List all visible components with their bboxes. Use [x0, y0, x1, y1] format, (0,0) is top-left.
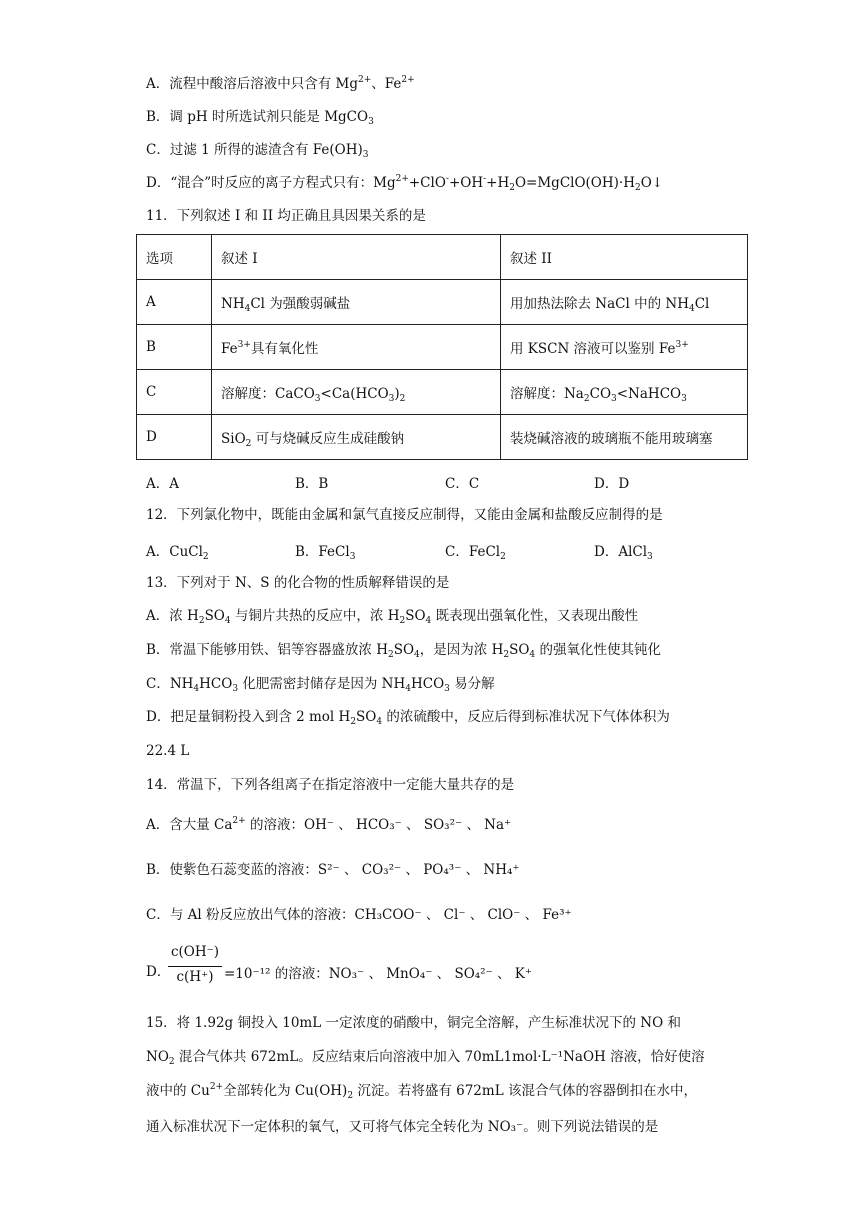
q10-option-a: A．流程中酸溶后溶液中只含有 $Mg^{2+}$、$Fe^{2+}$ — [146, 75, 415, 92]
table-cell-statement-2: 用加热法除去 NaCl 中的 $NH_4Cl$ — [501, 280, 748, 325]
q12-option-a: A．CuCl$_2$ — [146, 544, 209, 562]
q14-option-b: B．使紫色石蕊变蓝的溶液：S²⁻ 、 CO₃²⁻ 、 PO₄³⁻ 、 NH₄⁺ — [146, 862, 520, 878]
q14-fraction — [168, 944, 222, 989]
q15-line-2: $NO_2$ 混合气体共 672mL。反应结束后向溶液中加入 70mL1mol·L⁻¹NaOH 溶液，恰好使溶 — [146, 1049, 705, 1067]
q14-option-d: =10⁻¹² 的溶液：NO₃⁻ 、 MnO₄⁻ 、 SO₄²⁻ 、 K⁺ — [224, 966, 532, 982]
q12-option-c: C．FeCl$_2$ — [445, 544, 506, 562]
q15-line-4: 通入标准状况下一定体积的氧气，又可将气体完全转化为 NO₃⁻。则下列说法错误的是 — [146, 1119, 659, 1135]
table-cell-statement-1: SiO$_2$ 可与烧碱反应生成硅酸钠 — [212, 415, 501, 460]
q10-option-d: D．“混合”时反应的离子方程式只有：$Mg^{2+}+ClO^-+OH^-+H_2O=MgClO(OH)\cdot H_2O↓$ — [146, 174, 664, 193]
table-cell-statement-1: $NH_4Cl$ 为强酸弱碱盐 — [212, 280, 501, 325]
q13-option-b: B．常温下能够用铁、铝等容器盛放浓 $H_2SO_4$，是因为浓 $H_2SO_4$ 的强氧化性使其钝化 — [146, 642, 661, 660]
table-cell-statement-2: 用 KSCN 溶液可以鉴别 $Fe^{3+}$ — [501, 325, 748, 370]
fraction-bar — [168, 966, 222, 967]
table-header-cell: 选项 — [137, 235, 212, 280]
table-cell-option: B — [137, 325, 212, 370]
q10-option-b: B．调 pH 时所选试剂只能是 MgCO$_3$ — [146, 109, 374, 127]
q11-option-b: B．B — [295, 476, 329, 492]
q15-line-3: 液中的 $Cu^{2+}$全部转化为 $Cu(OH)_2$ 沉淀。若将盛有 672mL 该混合气体的容器倒扣在水中， — [146, 1082, 697, 1101]
q12-option-b: B．FeCl$_3$ — [295, 544, 356, 562]
table-header-cell: 叙述 II — [501, 235, 748, 280]
q14-stem: 14．常温下，下列各组离子在指定溶液中一定能大量共存的是 — [146, 777, 515, 793]
q14-option-c: C．与 Al 粉反应放出气体的溶液：CH₃COO⁻ 、 Cl⁻ 、 ClO⁻ 、 Fe³⁺ — [146, 907, 572, 923]
q15-line-1: 15．将 1.92g 铜投入 10mL 一定浓度的硝酸中，铜完全溶解，产生标准状况下的 NO 和 — [146, 1015, 681, 1031]
table-row — [137, 325, 748, 370]
table-row — [137, 415, 748, 460]
table-cell-statement-2: 溶解度：$Na_2CO_3<NaHCO_3$ — [501, 370, 748, 415]
q13-option-d: D．把足量铜粉投入到含 2 mol $H_2SO_4$ 的浓硫酸中，反应后得到标准状况下气体体积为 — [146, 709, 670, 727]
table-row — [137, 280, 748, 325]
q14-option-d-label: D． — [146, 964, 171, 980]
q11-option-d: D．D — [594, 476, 630, 492]
table-cell-option: A — [137, 280, 212, 325]
q11-table — [136, 234, 748, 460]
table-cell-option: C — [137, 370, 212, 415]
q13-option-c: C．$NH_4HCO_3$ 化肥需密封储存是因为 $NH_4HCO_3$ 易分解 — [146, 676, 495, 694]
q14-option-a: A．含大量 $Ca^{2+}$ 的溶液：OH⁻ 、 HCO₃⁻ 、 SO₃²⁻ 、 Na⁺ — [146, 816, 512, 833]
table-cell-option: D — [137, 415, 212, 460]
q10-option-c: C．过滤 1 所得的滤渣含有 $Fe(OH)_3$ — [146, 142, 369, 160]
table-cell-statement-2: 装烧碱溶液的玻璃瓶不能用玻璃塞 — [501, 415, 748, 460]
q13-option-d-cont: 22.4 L — [146, 743, 190, 759]
table-header-row — [137, 235, 748, 280]
q12-option-d: D．AlCl$_3$ — [594, 544, 653, 562]
fraction-denominator: c(H⁺) — [176, 969, 214, 985]
table-cell-statement-1: $Fe^{3+}$具有氧化性 — [212, 325, 501, 370]
fraction-numerator: c(OH⁻) — [170, 944, 220, 960]
q11-option-a: A．A — [146, 476, 179, 492]
q13-stem: 13．下列对于 N、S 的化合物的性质解释错误的是 — [146, 575, 450, 591]
q12-stem: 12．下列氯化物中，既能由金属和氯气直接反应制得，又能由金属和盐酸反应制得的是 — [146, 507, 663, 523]
q13-option-a: A．浓 $H_2SO_4$ 与铜片共热的反应中，浓 $H_2SO_4$ 既表现出强氧化性，又表现出酸性 — [146, 608, 639, 626]
q11-option-c: C．C — [445, 476, 480, 492]
table-cell-statement-1: 溶解度：$CaCO_3<Ca(HCO_3)_2$ — [212, 370, 501, 415]
q11-stem: 11．下列叙述 I 和 II 均正确且具因果关系的是 — [146, 208, 426, 224]
table-row — [137, 370, 748, 415]
table-header-cell: 叙述 I — [212, 235, 501, 280]
